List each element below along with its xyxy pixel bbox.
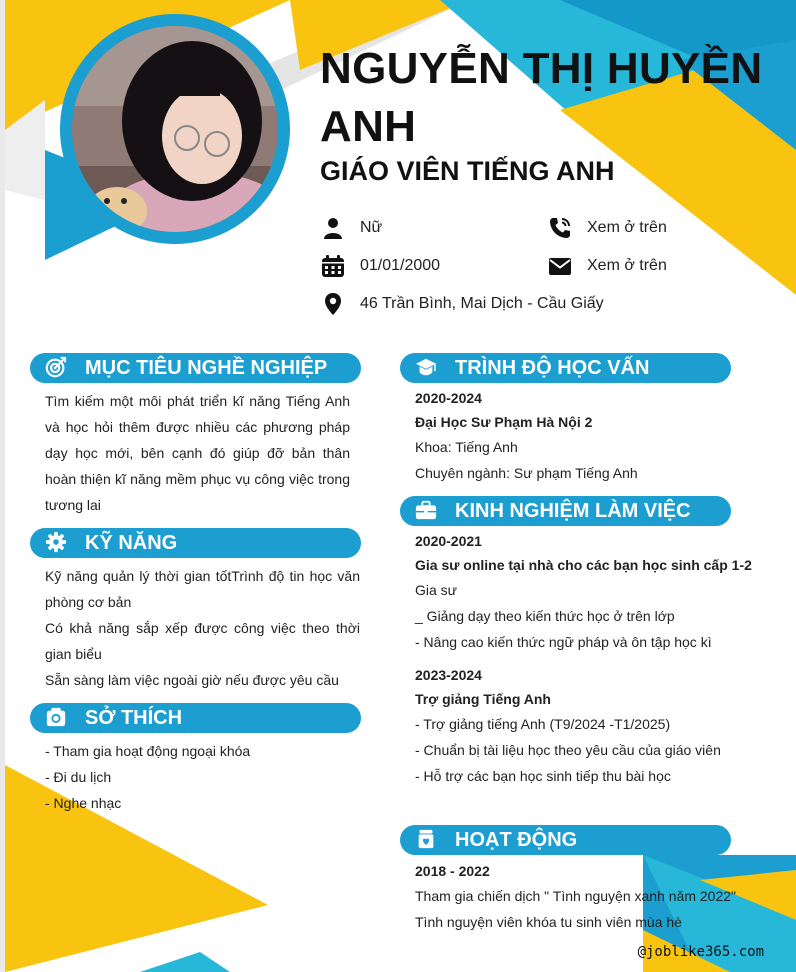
job-position: Trợ giảng Tiếng Anh (415, 691, 551, 707)
experience-title: KINH NGHIỆM LÀM VIỆC (455, 499, 691, 522)
activity-period: 2018 - 2022 (415, 863, 490, 879)
gear-icon (45, 531, 69, 555)
objective-text: Tìm kiếm một môi phát triển kĩ năng Tiếng Anh và học hỏi thêm được nhiều các phương pháp dạy học mới, bên cạnh đó giúp đỡ bản thân hoàn thiện kĩ năng mềm phục vụ công việc trong tương lai (45, 393, 350, 513)
hobby-item: - Tham gia hoạt động ngoại khóa (45, 743, 251, 759)
skill-item: Có khả năng sắp xếp được công việc theo thời gian biểu (45, 620, 360, 662)
education-faculty: Khoa: Tiếng Anh (415, 439, 518, 455)
experience-job (415, 529, 755, 655)
education-school: Đại Học Sư Phạm Hà Nội 2 (415, 414, 593, 430)
name-line-2: ANH (320, 102, 417, 151)
education-title: TRÌNH ĐỘ HỌC VẤN (455, 356, 650, 379)
education-period: 2020-2024 (415, 390, 482, 406)
watermark: @joblike365.com (637, 944, 764, 960)
address-row (320, 291, 604, 317)
location-pin-icon (320, 291, 346, 317)
activity-entry (415, 859, 755, 935)
job-position: Gia sư online tại nhà cho các bạn học sinh cấp 1-2 (415, 557, 752, 573)
skills-list (45, 563, 360, 693)
target-icon (45, 356, 69, 380)
education-entry (415, 386, 745, 486)
job-line: - Nâng cao kiến thức ngữ pháp và ôn tập học kì (415, 634, 712, 650)
skill-item: Kỹ năng quản lý thời gian tốtTrình độ tin học văn phòng cơ bản (45, 568, 360, 610)
avatar (72, 26, 278, 232)
job-line: Gia sư (415, 582, 458, 598)
phone-icon (547, 215, 573, 241)
activity-line: Tình nguyện viên khóa tu sinh viên mùa hè (415, 914, 682, 930)
hobby-item: - Nghe nhạc (45, 795, 122, 811)
gender-value: Nữ (360, 219, 383, 236)
education-major: Chuyên ngành: Sư phạm Tiếng Anh (415, 465, 638, 481)
job-title: GIÁO VIÊN TIẾNG ANH (320, 156, 615, 186)
job-line: - Trợ giảng tiếng Anh (T9/2024 -T1/2025) (415, 716, 671, 732)
job-line: - Chuẩn bị tài liệu học theo yêu cầu của giáo viên (415, 742, 721, 758)
skills-header (30, 528, 361, 558)
objective-title: MỤC TIÊU NGHỀ NGHIỆP (85, 356, 328, 379)
experience-header (400, 496, 731, 526)
activities-header (400, 825, 731, 855)
email-value[interactable]: Xem ở trên (587, 257, 667, 274)
calendar-icon (320, 253, 346, 279)
graduation-cap-icon (415, 356, 439, 380)
experience-job (415, 663, 755, 789)
full-name (320, 40, 770, 156)
address-value: 46 Trần Bình, Mai Dịch - Cầu Giấy (360, 295, 604, 312)
skill-item: Sẵn sàng làm việc ngoài giờ nếu được yêu cầu (45, 672, 339, 688)
briefcase-icon (415, 499, 439, 523)
phone-row (547, 215, 667, 241)
person-icon (320, 215, 346, 241)
job-line: - Hỗ trợ các bạn học sinh tiếp thu bài học (415, 768, 671, 784)
hobbies-header (30, 703, 361, 733)
phone-value[interactable]: Xem ở trên (587, 219, 667, 236)
envelope-icon (547, 253, 573, 279)
name-line-1: NGUYỄN THỊ HUYỀN (320, 44, 763, 93)
hobby-item: - Đi du lịch (45, 769, 112, 785)
birthday-value: 01/01/2000 (360, 257, 441, 274)
education-header (400, 353, 731, 383)
email-row (547, 253, 667, 279)
activities-title: HOẠT ĐỘNG (455, 828, 578, 851)
gender-row (320, 215, 382, 241)
badge-icon (415, 828, 439, 852)
hobbies-title: SỞ THÍCH (85, 706, 183, 729)
job-period: 2020-2021 (415, 533, 482, 549)
birthday-row (320, 253, 440, 279)
objective-header (30, 353, 361, 383)
hobbies-list (45, 738, 360, 816)
activity-line: Tham gia chiến dịch " Tình nguyện xanh năm 2022" (415, 888, 736, 904)
skills-title: KỸ NĂNG (85, 531, 178, 554)
camera-icon (45, 706, 69, 730)
job-period: 2023-2024 (415, 667, 482, 683)
job-line: _ Giảng dạy theo kiến thức học ở trên lớp (415, 608, 675, 624)
